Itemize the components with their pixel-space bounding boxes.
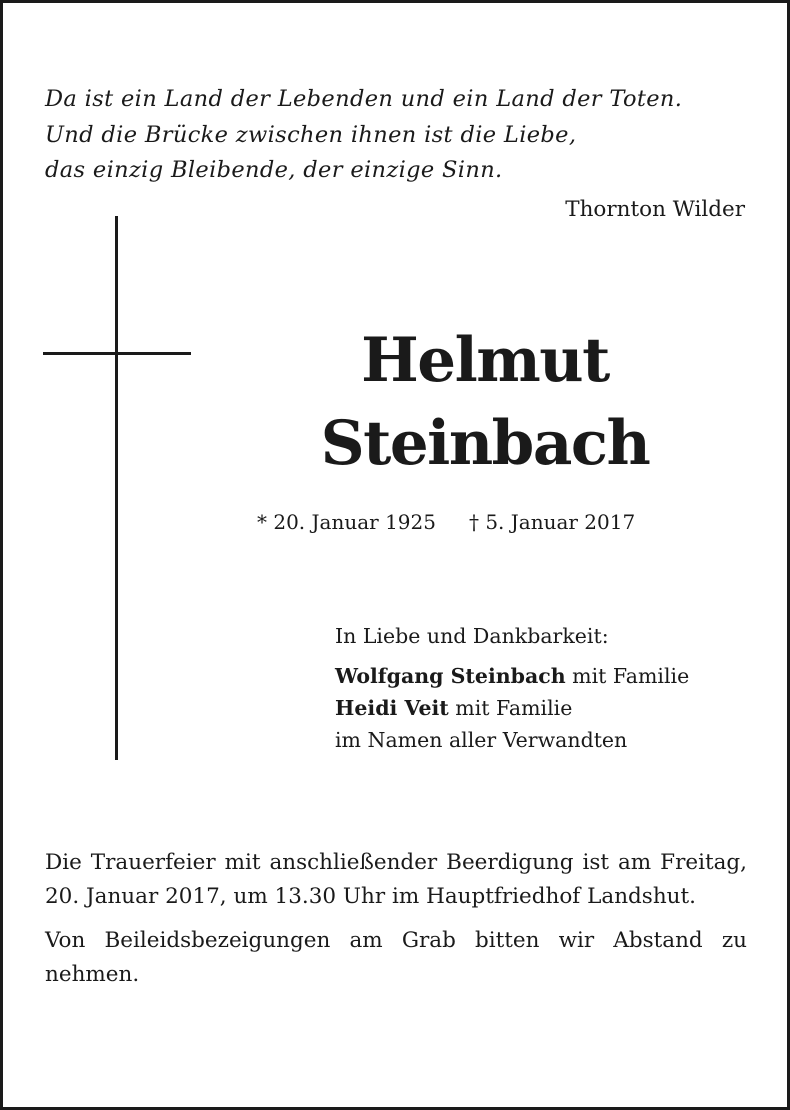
quote-author: Thornton Wilder (565, 197, 745, 222)
cross-icon (115, 216, 118, 760)
mourners-block (335, 620, 755, 756)
deceased-last-name: Steinbach (320, 408, 650, 479)
notice-paragraph: Die Trauerfeier mit anschließender Beerdigung ist am Freitag, 20. Januar 2017, um 13.30 Uhr im Hauptfriedhof Landshut. (45, 850, 747, 909)
cross-icon-crossbar (43, 352, 191, 355)
quote (45, 82, 755, 189)
birth-date: * 20. Januar 1925 (257, 510, 436, 534)
mourners-closing: im Namen aller Verwandten (335, 728, 628, 752)
quote-line: Da ist ein Land der Lebenden und ein Land der Toten. (45, 86, 683, 112)
mourner-name: Heidi Veit (335, 696, 449, 720)
quote-line: das einzig Bleibende, der einzige Sinn. (45, 157, 503, 183)
mourner-entry (335, 660, 755, 692)
deceased-first-name: Helmut (361, 325, 609, 396)
notice-paragraph: Von Beileidsbezeigungen am Grab bitten wir Abstand zu nehmen. (45, 928, 747, 987)
mourner-name: Wolfgang Steinbach (335, 664, 566, 688)
mourners-intro: In Liebe und Dankbarkeit: (335, 624, 609, 648)
mourner-entry (335, 692, 755, 724)
life-dates (257, 510, 635, 534)
mourner-suffix: mit Familie (448, 696, 573, 720)
death-date: † 5. Januar 2017 (468, 510, 636, 534)
funeral-notice (45, 846, 747, 992)
mourner-suffix: mit Familie (565, 664, 690, 688)
quote-line: Und die Brücke zwischen ihnen ist die Liebe, (45, 121, 577, 148)
